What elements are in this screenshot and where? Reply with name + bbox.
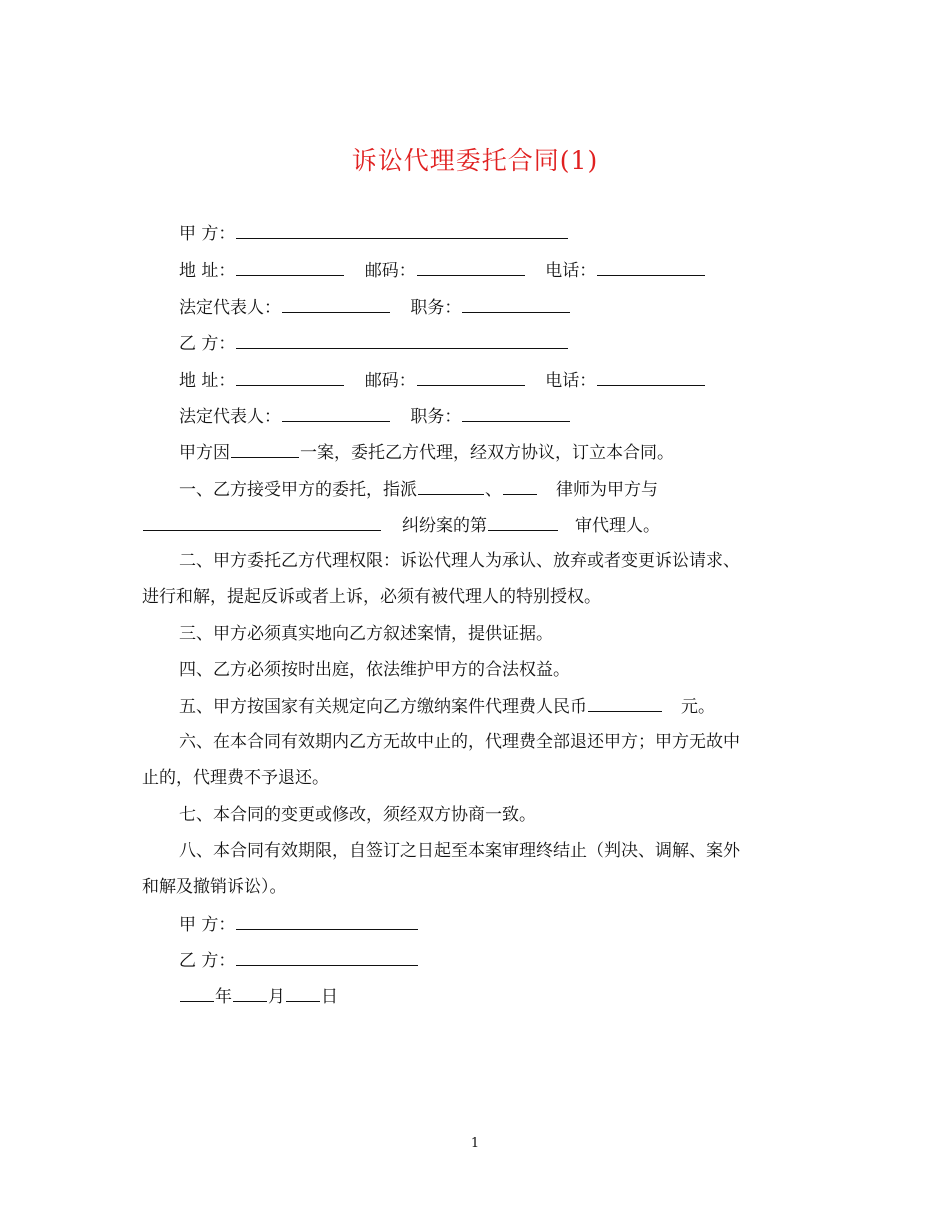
party-a-address-blank[interactable] xyxy=(236,259,344,276)
clause-5 xyxy=(179,695,715,718)
signature-party-a-label: 甲 方： xyxy=(179,915,236,935)
clause-5-text-2: 元。 xyxy=(681,697,715,717)
party-a-rep-label: 法定代表人： xyxy=(179,298,281,318)
party-a-address-label: 地 址： xyxy=(179,261,236,281)
year-blank[interactable] xyxy=(180,985,214,1002)
opponent-blank[interactable] xyxy=(143,514,381,531)
party-b-address-blank[interactable] xyxy=(236,369,344,386)
party-b-phone-label: 电话： xyxy=(545,371,597,391)
clause-2-line-2: 进行和解，提起反诉或者上诉，必须有被代理人的特别授权。 xyxy=(142,587,601,607)
party-a-postcode-blank[interactable] xyxy=(417,259,525,276)
clause-7: 七、本合同的变更或修改，须经双方协商一致。 xyxy=(179,805,536,825)
party-a-line xyxy=(179,222,569,245)
signature-party-b-blank[interactable] xyxy=(236,949,418,966)
party-a-label: 甲 方： xyxy=(179,224,236,244)
signature-party-b-label: 乙 方： xyxy=(179,951,236,971)
clause-1-line-2 xyxy=(142,514,660,537)
party-b-rep-line xyxy=(179,405,571,428)
clause-3: 三、甲方必须真实地向乙方叙述案情，提供证据。 xyxy=(179,624,553,644)
party-b-postcode-label: 邮码： xyxy=(364,371,416,391)
fee-amount-blank[interactable] xyxy=(588,695,662,712)
signature-party-a-blank[interactable] xyxy=(236,913,418,930)
signature-party-b xyxy=(179,949,419,972)
clause-6-line-1: 六、在本合同有效期内乙方无故中止的，代理费全部退还甲方；甲方无故中 xyxy=(179,732,740,752)
party-b-phone-blank[interactable] xyxy=(597,369,705,386)
year-label: 年 xyxy=(215,987,232,1007)
party-a-phone-blank[interactable] xyxy=(597,259,705,276)
party-a-address-line xyxy=(179,259,706,282)
page-number: 1 xyxy=(470,1136,480,1151)
document-title: 诉讼代理委托合同(1) xyxy=(351,146,599,175)
clause-8-line-2: 和解及撤销诉讼）。 xyxy=(142,877,287,897)
clause-1-text-3: 纠纷案的第 xyxy=(402,516,487,536)
clause-6-line-2: 止的，代理费不予退还。 xyxy=(142,768,329,788)
day-blank[interactable] xyxy=(286,985,320,1002)
intro-paragraph xyxy=(179,441,674,464)
party-a-phone-label: 电话： xyxy=(545,261,597,281)
clause-1-sep: 、 xyxy=(485,480,502,500)
party-b-label: 乙 方： xyxy=(179,334,236,354)
clause-2-line-1: 二、甲方委托乙方代理权限：诉讼代理人为承认、放弃或者变更诉讼请求、 xyxy=(179,551,740,571)
case-name-blank[interactable] xyxy=(231,441,299,458)
intro-text-1: 甲方因 xyxy=(179,443,230,463)
month-blank[interactable] xyxy=(233,985,267,1002)
clause-1-line-1 xyxy=(179,478,658,501)
signature-date xyxy=(179,985,338,1008)
clause-1-text-1: 一、乙方接受甲方的委托，指派 xyxy=(179,480,417,500)
party-a-postcode-label: 邮码： xyxy=(364,261,416,281)
party-b-title-blank[interactable] xyxy=(462,405,570,422)
clause-1-text-2: 律师为甲方与 xyxy=(556,480,658,500)
party-b-line xyxy=(179,332,569,355)
clause-4: 四、乙方必须按时出庭，依法维护甲方的合法权益。 xyxy=(179,660,570,680)
lawyer-1-blank[interactable] xyxy=(418,478,484,495)
lawyer-2-blank[interactable] xyxy=(503,478,537,495)
party-b-title-label: 职务： xyxy=(410,407,462,427)
clause-8-line-1: 八、本合同有效期限，自签订之日起至本案审理终结止（判决、调解、案外 xyxy=(179,841,740,861)
party-b-address-label: 地 址： xyxy=(179,371,236,391)
month-label: 月 xyxy=(268,987,285,1007)
party-b-postcode-blank[interactable] xyxy=(417,369,525,386)
party-b-address-line xyxy=(179,369,706,392)
party-a-title-blank[interactable] xyxy=(462,296,570,313)
clause-1-text-4: 审代理人。 xyxy=(575,516,660,536)
party-a-blank[interactable] xyxy=(236,222,568,239)
party-a-title-label: 职务： xyxy=(410,298,462,318)
signature-party-a xyxy=(179,913,419,936)
clause-5-text-1: 五、甲方按国家有关规定向乙方缴纳案件代理费人民币 xyxy=(179,697,587,717)
party-b-blank[interactable] xyxy=(236,332,568,349)
party-a-rep-blank[interactable] xyxy=(282,296,390,313)
party-a-rep-line xyxy=(179,296,571,319)
party-b-rep-blank[interactable] xyxy=(282,405,390,422)
instance-blank[interactable] xyxy=(488,514,558,531)
day-label: 日 xyxy=(321,987,338,1007)
intro-text-2: 一案，委托乙方代理，经双方协议，订立本合同。 xyxy=(300,443,674,463)
party-b-rep-label: 法定代表人： xyxy=(179,407,281,427)
